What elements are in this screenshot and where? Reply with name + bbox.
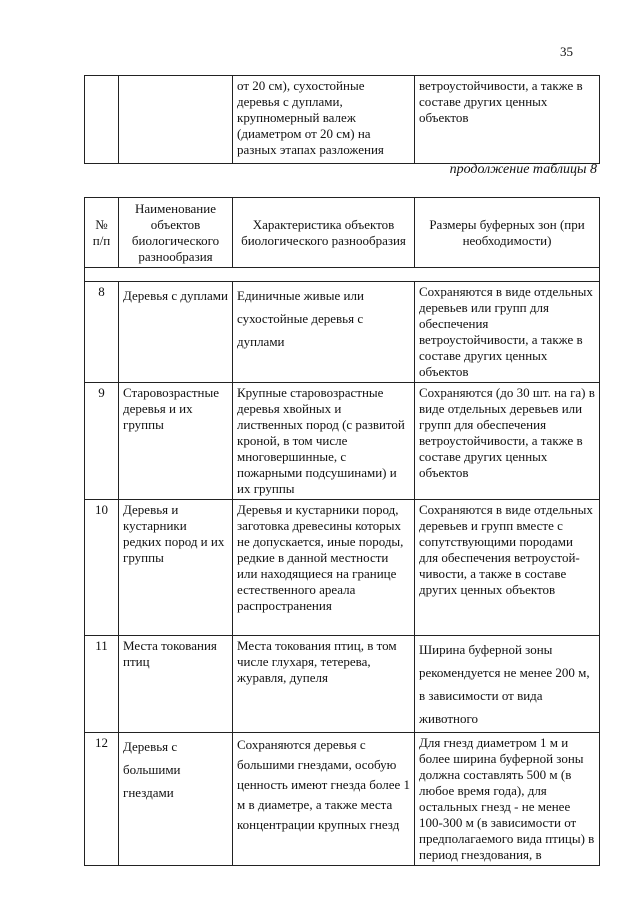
table-row [85, 76, 600, 164]
table-8 [84, 197, 600, 866]
table-cell-name [119, 76, 233, 164]
row-buffer: Сохраняются (до 30 шт. на га) в виде отдельных деревьев или групп для обеспечения ветроустойчивости, а также в составе других ценных объектов [415, 383, 600, 500]
spacer-cell [85, 268, 600, 282]
table-cell-buffer: ветроустойчивости, а также в составе других ценных объектов [415, 76, 600, 164]
row-characteristic: Единичные живые или сухостойные деревья с дуплами [233, 282, 415, 383]
row-buffer: Сохраняются в виде отдельных деревьев и групп вместе с сопутствующими породами для обеспечения ветроустой-чивости, а также в составе других ценных объектов [415, 500, 600, 636]
table-row [85, 383, 600, 500]
table-row [85, 733, 600, 866]
row-num: 12 [85, 733, 119, 866]
table-cell-characteristic: от 20 см), сухостойные деревья с дуплами, крупномерный валеж (диаметром от 20 см) на разных этапах разложения [233, 76, 415, 164]
row-name: Деревья и кустарники редких пород и их группы [119, 500, 233, 636]
row-characteristic: Деревья и кустарники пород, заготовка древесины которых не допускается, иные породы, редкие в данной местности или находящиеся на границе естественного ареала распространения [233, 500, 415, 636]
row-name: Деревья с большими гнездами [119, 733, 233, 866]
table-continuation-fragment [84, 75, 600, 164]
row-characteristic: Крупные старовозрастные деревья хвойных и лиственных пород (с развитой кроной, в том числе многовершинные, с пожарными подсушинами) и их группы [233, 383, 415, 500]
row-name: Старовозрастные деревья и их группы [119, 383, 233, 500]
table-row [85, 636, 600, 733]
row-buffer: Ширина буферной зоны рекомендуется не менее 200 м, в зависимости от вида животного [415, 636, 600, 733]
row-num: 10 [85, 500, 119, 636]
row-num: 9 [85, 383, 119, 500]
row-buffer: Сохраняются в виде отдельных деревьев или групп для обеспечения ветроустойчивости, а также в составе других ценных объектов [415, 282, 600, 383]
row-name: Места токования птиц [119, 636, 233, 733]
row-characteristic: Места токования птиц, в том числе глухаря, тетерева, журавля, дупеля [233, 636, 415, 733]
row-name: Деревья с дуплами [119, 282, 233, 383]
row-characteristic: Сохраняются деревья с большими гнездами, особую ценность имеют гнезда более 1 м в диаметре, а также места концентрации крупных гнезд [233, 733, 415, 866]
header-buffer: Размеры буферных зон (при необходимости) [415, 198, 600, 268]
page-number: 35 [560, 44, 573, 59]
row-num: 8 [85, 282, 119, 383]
table-caption: продолжение таблицы 8 [449, 162, 597, 177]
table-spacer-row [85, 268, 600, 282]
table-row [85, 500, 600, 636]
header-characteristic: Характеристика объектов биологического разнообразия [233, 198, 415, 268]
row-num: 11 [85, 636, 119, 733]
table-cell-num [85, 76, 119, 164]
row-buffer: Для гнезд диаметром 1 м и более ширина буферной зоны должна составлять 500 м (в любое время года), для остальных гнезд - не менее 100-300 м (в зависимости от предполагаемого вида птицы) в период гнездования, в [415, 733, 600, 866]
table-row [85, 282, 600, 383]
table-header-row [85, 198, 600, 268]
header-name: Наименование объектов биологического разнообразия [119, 198, 233, 268]
header-num: № п/п [85, 198, 119, 268]
